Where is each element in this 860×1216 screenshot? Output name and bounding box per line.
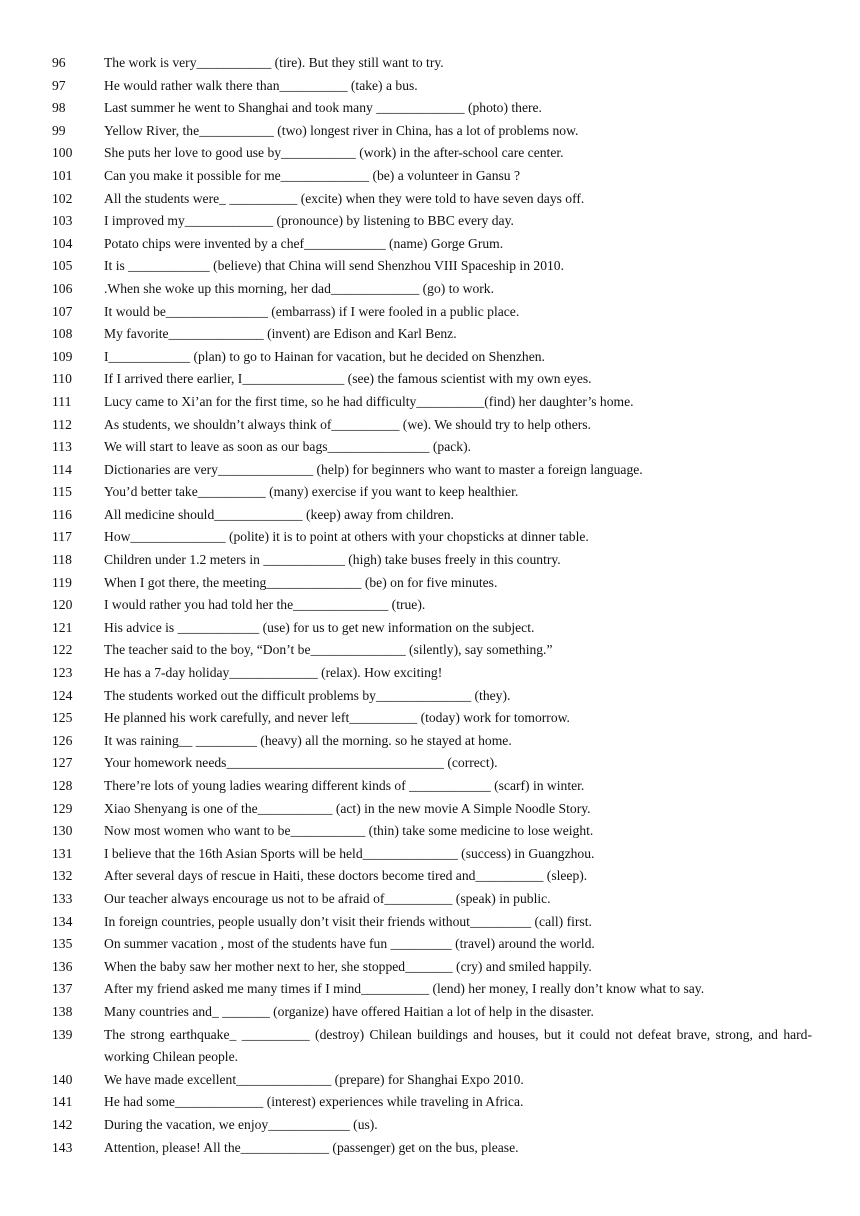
item-number: 141 [52, 1094, 73, 1110]
item-number: 102 [52, 190, 73, 206]
item-number: 116 [52, 506, 72, 522]
exercise-item [0, 549, 860, 572]
exercise-item [0, 504, 860, 527]
exercise-item [0, 820, 860, 843]
item-sentence: The strong earthquake_ __________ (destroy) Chilean buildings and houses, but it could not defeat brave, strong, and hard-working Chilean people. [104, 1026, 812, 1065]
exercise-item [0, 1114, 860, 1137]
item-number: 136 [52, 958, 73, 974]
item-number: 128 [52, 778, 73, 793]
exercise-item [0, 888, 860, 911]
item-number: 111 [52, 393, 72, 409]
item-number: 96 [52, 55, 66, 70]
exercise-item [0, 572, 860, 595]
item-sentence: After my friend asked me many times if I mind__________ (lend) her money, I really don’t know what to say. [104, 981, 705, 997]
item-number: 119 [52, 574, 72, 590]
exercise-item [0, 97, 860, 120]
item-number: 130 [52, 823, 73, 839]
exercise-item [0, 707, 860, 730]
item-sentence: I improved my_____________ (pronounce) by listening to BBC every day. [104, 213, 514, 229]
item-sentence: The work is very___________ (tire). But they still want to try. [104, 55, 444, 70]
item-number: 134 [52, 913, 73, 929]
item-sentence: Children under 1.2 meters in ____________ (high) take buses freely in this country. [104, 552, 561, 568]
item-sentence: We will start to leave as soon as our bags_______________ (pack). [104, 439, 471, 455]
exercise-item [0, 368, 860, 391]
item-sentence: I believe that the 16th Asian Sports will be held______________ (success) in Guangzhou. [104, 845, 595, 861]
item-number: 123 [52, 665, 73, 681]
item-number: 103 [52, 213, 73, 229]
item-number: 118 [52, 552, 72, 568]
item-sentence: How______________ (polite) it is to point at others with your chopsticks at dinner table. [104, 529, 589, 545]
item-number: 117 [52, 529, 72, 545]
item-number: 133 [52, 890, 73, 906]
item-number: 140 [52, 1071, 73, 1087]
item-number: 100 [52, 145, 73, 161]
item-sentence: Now most women who want to be___________ (thin) take some medicine to lose weight. [104, 823, 594, 839]
item-number: 131 [52, 845, 73, 861]
item-sentence: Last summer he went to Shanghai and took many _____________ (photo) there. [104, 100, 542, 116]
exercise-item [0, 617, 860, 640]
exercise-item [0, 1091, 860, 1114]
item-sentence: He has a 7-day holiday_____________ (relax). How exciting! [104, 665, 443, 681]
exercise-item [0, 1137, 860, 1160]
item-sentence: After several days of rescue in Haiti, these doctors become tired and__________ (sleep). [104, 868, 588, 884]
item-sentence: You’d better take__________ (many) exercise if you want to keep healthier. [104, 484, 519, 500]
item-sentence: Many countries and_ _______ (organize) have offered Haitian a lot of help in the disaster. [104, 1003, 594, 1019]
item-number: 104 [52, 235, 73, 251]
exercise-item [0, 459, 860, 482]
item-sentence: Lucy came to Xi’an for the first time, so he had difficulty__________(find) her daughter’s home. [104, 393, 634, 409]
exercise-item [0, 752, 860, 775]
item-number: 106 [52, 280, 73, 296]
exercise-item [0, 798, 860, 821]
item-sentence: Our teacher always encourage us not to be afraid of__________ (speak) in public. [104, 890, 551, 906]
item-sentence: I would rather you had told her the______________ (true). [104, 597, 426, 613]
item-number: 135 [52, 936, 73, 952]
item-sentence: Your homework needs________________________________ (correct). [104, 755, 498, 771]
exercise-item [0, 526, 860, 549]
item-number: 122 [52, 642, 73, 658]
item-number: 98 [52, 100, 66, 116]
item-sentence: On summer vacation , most of the students have fun _________ (travel) around the world. [104, 936, 595, 952]
exercise-item [0, 75, 860, 98]
exercise-item [0, 1024, 860, 1069]
item-sentence: I____________ (plan) to go to Hainan for vacation, but he decided on Shenzhen. [104, 348, 545, 364]
item-number: 115 [52, 484, 72, 500]
item-sentence: The students worked out the difficult problems by______________ (they). [104, 687, 511, 703]
item-sentence: It was raining__ _________ (heavy) all the morning. so he stayed at home. [104, 732, 512, 748]
item-sentence: When I got there, the meeting______________ (be) on for five minutes. [104, 574, 498, 590]
exercise-item [0, 278, 860, 301]
item-sentence: .When she woke up this morning, her dad_____________ (go) to work. [104, 280, 495, 296]
exercise-item [0, 1069, 860, 1092]
exercise-item [0, 142, 860, 165]
item-sentence: When the baby saw her mother next to her, she stopped_______ (cry) and smiled happily. [104, 958, 592, 974]
item-number: 99 [52, 122, 66, 138]
exercise-item [0, 662, 860, 685]
item-number: 142 [52, 1116, 73, 1132]
item-number: 137 [52, 981, 73, 997]
item-sentence: During the vacation, we enjoy____________ (us). [104, 1116, 378, 1132]
exercise-item [0, 956, 860, 979]
item-number: 127 [52, 755, 73, 771]
item-number: 97 [52, 77, 66, 93]
exercise-item [0, 414, 860, 437]
item-number: 138 [52, 1003, 73, 1019]
exercise-item [0, 255, 860, 278]
exercise-item [0, 1001, 860, 1024]
item-sentence: It would be_______________ (embarrass) if I were fooled in a public place. [104, 303, 520, 319]
item-sentence: All medicine should_____________ (keep) away from children. [104, 506, 454, 522]
item-sentence: Potato chips were invented by a chef____________ (name) Gorge Grum. [104, 235, 504, 251]
item-number: 113 [52, 439, 72, 455]
exercise-item [0, 233, 860, 256]
item-sentence: We have made excellent______________ (prepare) for Shanghai Expo 2010. [104, 1071, 524, 1087]
item-sentence: Dictionaries are very______________ (help) for beginners who want to master a foreign language. [104, 461, 643, 477]
item-sentence: In foreign countries, people usually don’t visit their friends without_________ (call) first. [104, 913, 592, 929]
item-number: 120 [52, 597, 73, 613]
exercise-item [0, 685, 860, 708]
item-number: 124 [52, 687, 73, 703]
exercise-item [0, 481, 860, 504]
exercise-item [0, 639, 860, 662]
item-number: 114 [52, 461, 72, 477]
item-sentence: All the students were_ __________ (excite) when they were told to have seven days off. [104, 190, 585, 206]
exercise-item [0, 210, 860, 233]
item-number: 108 [52, 326, 73, 342]
exercise-item [0, 978, 860, 1001]
item-number: 132 [52, 868, 73, 884]
exercise-item [0, 165, 860, 188]
item-number: 139 [52, 1026, 73, 1042]
item-number: 129 [52, 800, 73, 816]
exercise-item [0, 391, 860, 414]
item-sentence: He would rather walk there than__________ (take) a bus. [104, 77, 418, 93]
item-number: 107 [52, 303, 73, 319]
exercise-item [0, 594, 860, 617]
item-sentence: His advice is ____________ (use) for us to get new information on the subject. [104, 619, 535, 635]
item-sentence: He planned his work carefully, and never left__________ (today) work for tomorrow. [104, 710, 570, 726]
item-number: 105 [52, 258, 73, 274]
item-sentence: Yellow River, the___________ (two) longest river in China, has a lot of problems now. [104, 122, 579, 138]
item-sentence: The teacher said to the boy, “Don’t be______________ (silently), say something.” [104, 642, 553, 658]
item-number: 126 [52, 732, 73, 748]
exercise-item [0, 436, 860, 459]
item-number: 125 [52, 710, 73, 726]
exercise-item [0, 301, 860, 324]
item-number: 143 [52, 1139, 73, 1155]
exercise-item [0, 188, 860, 211]
exercise-item [0, 730, 860, 753]
exercise-item [0, 323, 860, 346]
item-number: 121 [52, 619, 73, 635]
item-sentence: My favorite______________ (invent) are Edison and Karl Benz. [104, 326, 457, 342]
item-sentence: Xiao Shenyang is one of the___________ (act) in the new movie A Simple Noodle Story. [104, 800, 591, 816]
item-sentence: It is ____________ (believe) that China will send Shenzhou VIII Spaceship in 2010. [104, 258, 564, 274]
item-sentence: Attention, please! All the_____________ (passenger) get on the bus, please. [104, 1139, 519, 1155]
item-sentence: Can you make it possible for me_____________ (be) a volunteer in Gansu ? [104, 167, 521, 183]
exercise-item [0, 346, 860, 369]
item-number: 109 [52, 348, 73, 364]
item-number: 112 [52, 416, 72, 432]
exercise-item [0, 775, 860, 798]
exercise-item [0, 933, 860, 956]
item-sentence: If I arrived there earlier, I_______________ (see) the famous scientist with my own eyes. [104, 371, 592, 387]
item-sentence: She puts her love to good use by___________ (work) in the after-school care center. [104, 145, 564, 161]
exercise-item [0, 843, 860, 866]
item-number: 110 [52, 371, 72, 387]
item-sentence: As students, we shouldn’t always think of__________ (we). We should try to help others. [104, 416, 591, 432]
item-sentence: There’re lots of young ladies wearing different kinds of ____________ (scarf) in winter. [104, 778, 585, 793]
exercise-sheet [0, 52, 860, 1159]
item-number: 101 [52, 167, 73, 183]
item-sentence: He had some_____________ (interest) experiences while traveling in Africa. [104, 1094, 524, 1110]
exercise-item [0, 120, 860, 143]
exercise-item [0, 52, 860, 75]
exercise-item [0, 911, 860, 934]
exercise-item [0, 865, 860, 888]
